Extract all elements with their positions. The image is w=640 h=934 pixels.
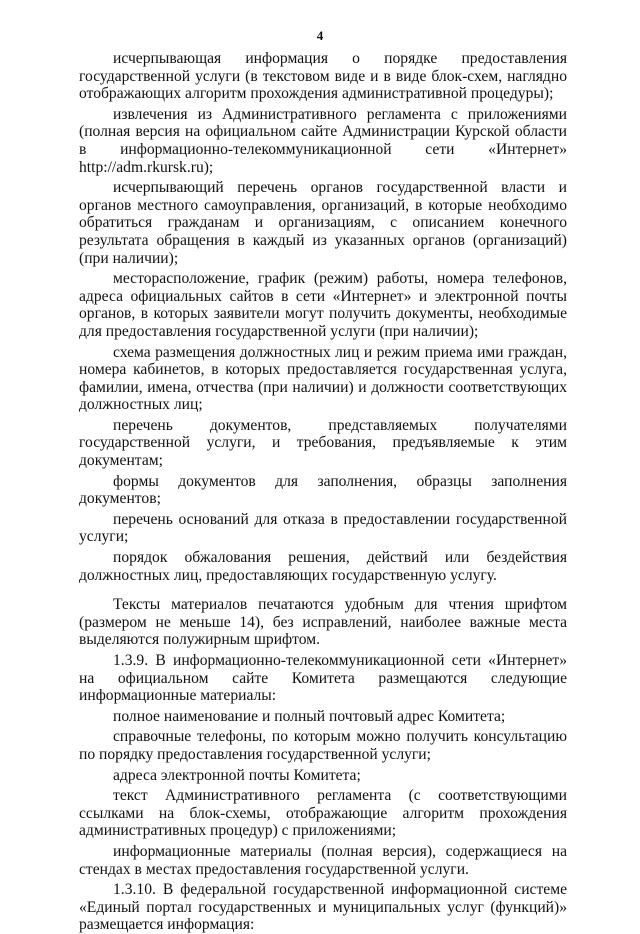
- paragraph-documents-list: перечень документов, представляемых получателями государственной услуги, и требования, предъявляемые к этим документам;: [79, 416, 567, 470]
- paragraph-document-forms: формы документов для заполнения, образцы заполнения документов;: [79, 472, 567, 508]
- paragraph-reference-phones: справочные телефоны, по которым можно получить консультацию по порядку предоставления государственной услуги;: [79, 728, 567, 763]
- paragraph-regulation-extracts: извлечения из Административного регламента с приложениями (полная версия на официальном сайте Администрации Курской области в информационно-телекоммуникационной сети «Интернет» http://adm.rkursk.ru);: [79, 105, 567, 176]
- paragraph-section-1-3-10: 1.3.10. В федеральной государственной информационной системе «Единый портал государственных и муниципальных услуг (функций)» размещается информация:: [79, 881, 567, 934]
- paragraph-appeal-procedure: порядок обжалования решения, действий или бездействия должностных лиц, предоставляющих государственную услугу.: [79, 549, 567, 584]
- paragraph-stand-materials: информационные материалы (полная версия), содержащиеся на стендах в местах предоставления государственной услуги.: [79, 842, 567, 878]
- paragraph-refusal-grounds: перечень оснований для отказа в предоставлении государственной услуги;: [79, 510, 567, 546]
- paragraph-officials-scheme: схема размещения должностных лиц и режим приема ими граждан, номера кабинетов, в которых предоставляется государственная услуга, фамилии, имена, отчества (при наличии) и должности соответствующих должностных лиц;: [79, 343, 567, 414]
- paragraph-regulation-text: текст Административного регламента (с соответствующими ссылками на блок-схемы, отображающие алгоритм прохождения административных процедур) с приложениями;: [79, 787, 567, 840]
- page-number: 4: [316, 28, 324, 43]
- body-text: [79, 50, 567, 934]
- paragraph-authorities-list: исчерпывающий перечень органов государственной власти и органов местного самоуправления, организаций, в которые необходимо обратиться гражданам и организациям, с описанием конечного результата обращения в каждый из указанных органов (организаций) (при наличии);: [79, 179, 567, 267]
- paragraph-committee-email: адреса электронной почты Комитета;: [113, 766, 361, 784]
- paragraph-location-schedule: месторасположение, график (режим) работы, номера телефонов, адреса официальных сайтов в сети «Интернет» и электронной почты органов, в которых заявители могут получить документы, необходимые для предоставления государственной услуги (при наличии);: [79, 270, 567, 340]
- paragraph-info-procedure: исчерпывающая информация о порядке предоставления государственной услуги (в текстовом виде и в виде блок-схем, наглядно отображающих алгоритм прохождения административной процедуры);: [79, 50, 567, 103]
- paragraph-section-1-3-9: 1.3.9. В информационно-телекоммуникационной сети «Интернет» на официальном сайте Комитета размещаются следующие информационные материалы:: [79, 652, 567, 705]
- paragraph-committee-name: полное наименование и полный почтовый адрес Комитета;: [113, 707, 506, 725]
- paragraph-print-requirements: Тексты материалов печатаются удобным для чтения шрифтом (размером не меньше 14), без исправлений, наиболее важные места выделяются полужирным шрифтом.: [79, 596, 567, 649]
